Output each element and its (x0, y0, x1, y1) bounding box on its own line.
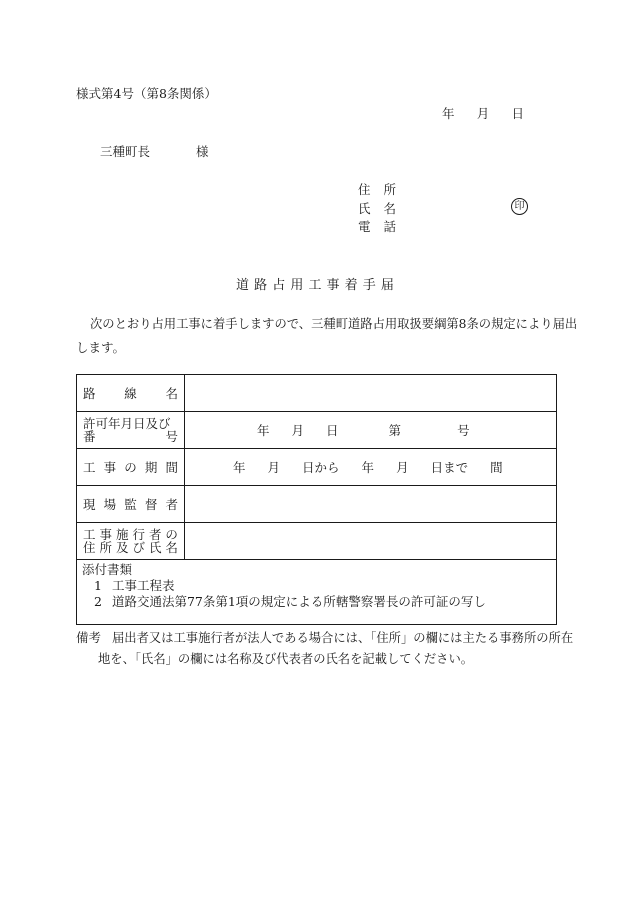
supervisor-label: 現 場 監 督 者 (77, 486, 185, 523)
addressee-honorific: 様 (196, 144, 209, 159)
attachment-item: 2 道路交通法第77条第1項の規定による所轄警察署長の許可証の写し (94, 594, 486, 609)
remarks-label: 備考 (76, 630, 102, 645)
attachments-cell (77, 560, 557, 625)
address-label: 住 所 (358, 182, 396, 197)
name-label: 氏 名 (358, 201, 396, 216)
table-row (77, 523, 557, 560)
seal-mark: 印 (511, 197, 528, 215)
notice-table (76, 374, 557, 625)
permit-value[interactable]: 年 月 日 第 号 (185, 412, 557, 449)
table-row (77, 412, 557, 449)
body-text-line2: します。 (76, 340, 126, 355)
date-day: 日 (511, 106, 524, 121)
route-name-label: 路 線 名 (77, 375, 185, 412)
table-row (77, 560, 557, 625)
date-month: 月 (476, 106, 490, 121)
document-title: 道 路 占 用 工 事 着 手 届 (236, 278, 394, 293)
body-text-line1: 次のとおり占用工事に着手しますので、三種町道路占用取扱要綱第8条の規定により届出 (90, 317, 578, 331)
remarks-line2: 地を、「氏名」の欄には名称及び代表者の氏名を記載してください。 (98, 652, 474, 666)
contractor-value[interactable] (185, 523, 557, 560)
date-year: 年 (442, 106, 455, 121)
table-row (77, 375, 557, 412)
phone-label: 電 話 (358, 219, 396, 234)
attachments-title: 添付書類 (82, 562, 133, 577)
period-value[interactable]: 年 月 日から 年 月 日まで 間 (185, 449, 557, 486)
supervisor-value[interactable] (185, 486, 557, 523)
addressee-name: 三種町長 (100, 144, 151, 159)
table-row (77, 486, 557, 523)
form-number: 様式第4号（第8条関係） (76, 86, 217, 101)
attachment-item: 1 工事工程表 (94, 578, 175, 593)
contractor-label: 工 事 施 行 者 の 住 所 及 び 氏 名 (77, 523, 185, 560)
period-label: 工 事 の 期 間 (77, 449, 185, 486)
permit-label: 許可年月日及び 番 号 (77, 412, 185, 449)
table-row (77, 449, 557, 486)
route-name-value[interactable] (185, 375, 557, 412)
remarks-line1: 届出者又は工事施行者が法人である場合には、「住所」の欄には主たる事務所の所在 (112, 631, 574, 645)
date-line (442, 104, 524, 122)
